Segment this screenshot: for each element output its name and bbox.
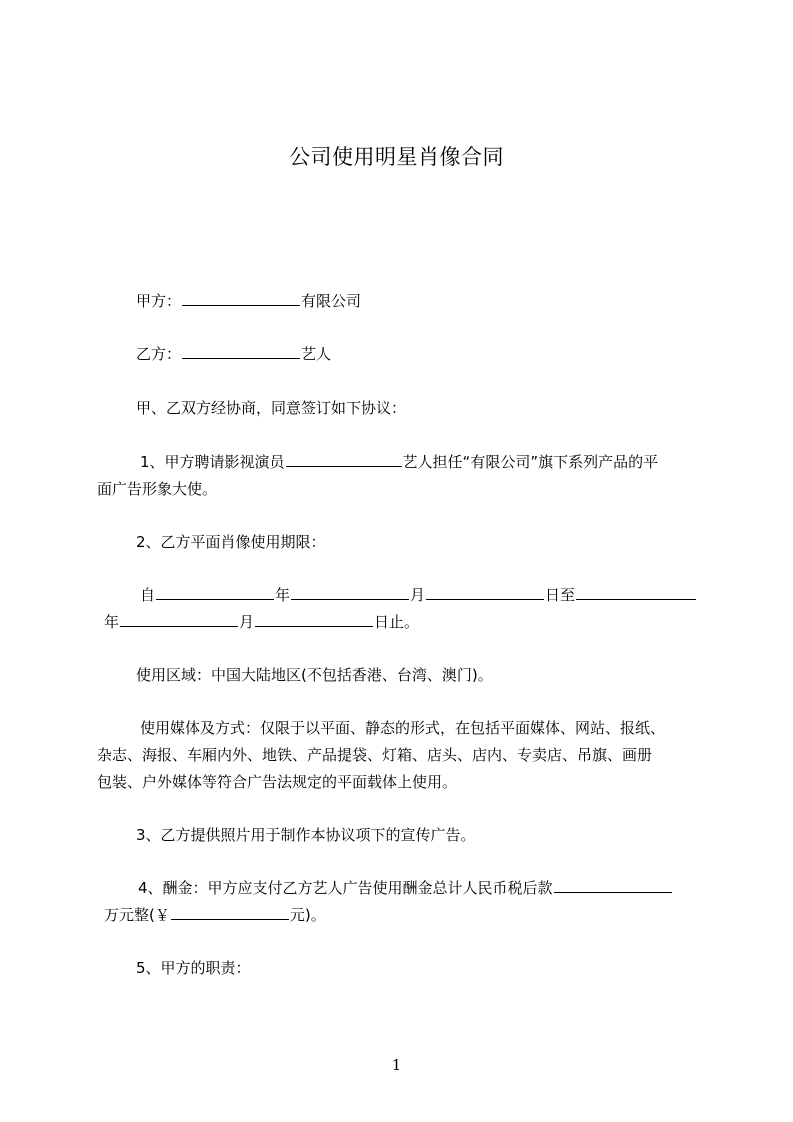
party-b-suffix: 艺人 xyxy=(301,345,332,363)
term-month-label: 月 xyxy=(410,586,426,604)
term-line-2 xyxy=(104,611,419,633)
clause-4-prefix: 4、酬金：甲方应支付乙方艺人广告使用酬金总计人民币税后款 xyxy=(138,879,553,897)
usage-media-line-1: 使用媒体及方式：仅限于以平面、静态的形式，在包括平面媒体、网站、报纸、 xyxy=(140,719,666,737)
party-b-label: 乙方： xyxy=(136,345,182,363)
fee-yuan-blank xyxy=(171,904,289,920)
term-end-day-blank xyxy=(255,611,373,627)
term-start-day-blank xyxy=(426,584,544,600)
clause-4-line-1 xyxy=(138,877,673,899)
usage-region: 使用区域：中国大陆地区(不包括香港、台湾、澳门)。 xyxy=(136,666,493,684)
term-day-to-label: 日至 xyxy=(545,586,576,604)
party-a-blank xyxy=(182,290,300,306)
clause-1-line-1 xyxy=(140,451,658,473)
term-day-end-label: 日止。 xyxy=(374,613,420,631)
clause-2-heading: 2、乙方平面肖像使用期限： xyxy=(136,533,326,551)
clause-1-suffix: 艺人担任“有限公司”旗下系列产品的平 xyxy=(402,453,659,471)
usage-media-line-3: 包装、户外媒体等符合广告法规定的平面载体上使用。 xyxy=(97,773,458,791)
term-start-month-blank xyxy=(291,584,409,600)
clause-3: 3、乙方提供照片用于制作本协议项下的宣传广告。 xyxy=(136,826,476,844)
agreement-intro: 甲、乙双方经协商，同意签订如下协议： xyxy=(136,399,407,417)
document-title: 公司使用明星肖像合同 xyxy=(289,145,504,169)
term-end-year-blank xyxy=(576,584,696,600)
party-b-blank xyxy=(182,343,300,359)
page-number: 1 xyxy=(391,1056,402,1074)
clause-1-blank xyxy=(286,451,402,467)
clause-4-line2-suffix: 元)。 xyxy=(289,906,326,924)
term-from: 自 xyxy=(140,586,156,604)
party-a-label: 甲方： xyxy=(136,292,182,310)
term-start-year-blank xyxy=(156,584,274,600)
clause-5: 5、甲方的职责： xyxy=(136,959,251,977)
term-line-1 xyxy=(140,584,697,606)
term-month2-label: 月 xyxy=(239,613,255,631)
fee-amount-blank xyxy=(554,877,672,893)
usage-media-line-2: 杂志、海报、车厢内外、地铁、产品提袋、灯箱、店头、店内、专卖店、吊旗、画册 xyxy=(97,746,653,764)
clause-1-line-2: 面广告形象大使。 xyxy=(97,480,218,498)
term-year-label: 年 xyxy=(275,586,291,604)
term-end-month-blank xyxy=(120,611,238,627)
clause-1-prefix: 1、甲方聘请影视演员 xyxy=(140,453,285,471)
party-a-line xyxy=(136,290,361,312)
clause-4-line2-prefix: 万元整(￥ xyxy=(104,906,170,924)
clause-4-line-2 xyxy=(104,904,326,926)
party-b-line xyxy=(136,343,331,365)
party-a-suffix: 有限公司 xyxy=(301,292,362,310)
term-year2-label: 年 xyxy=(104,613,120,631)
